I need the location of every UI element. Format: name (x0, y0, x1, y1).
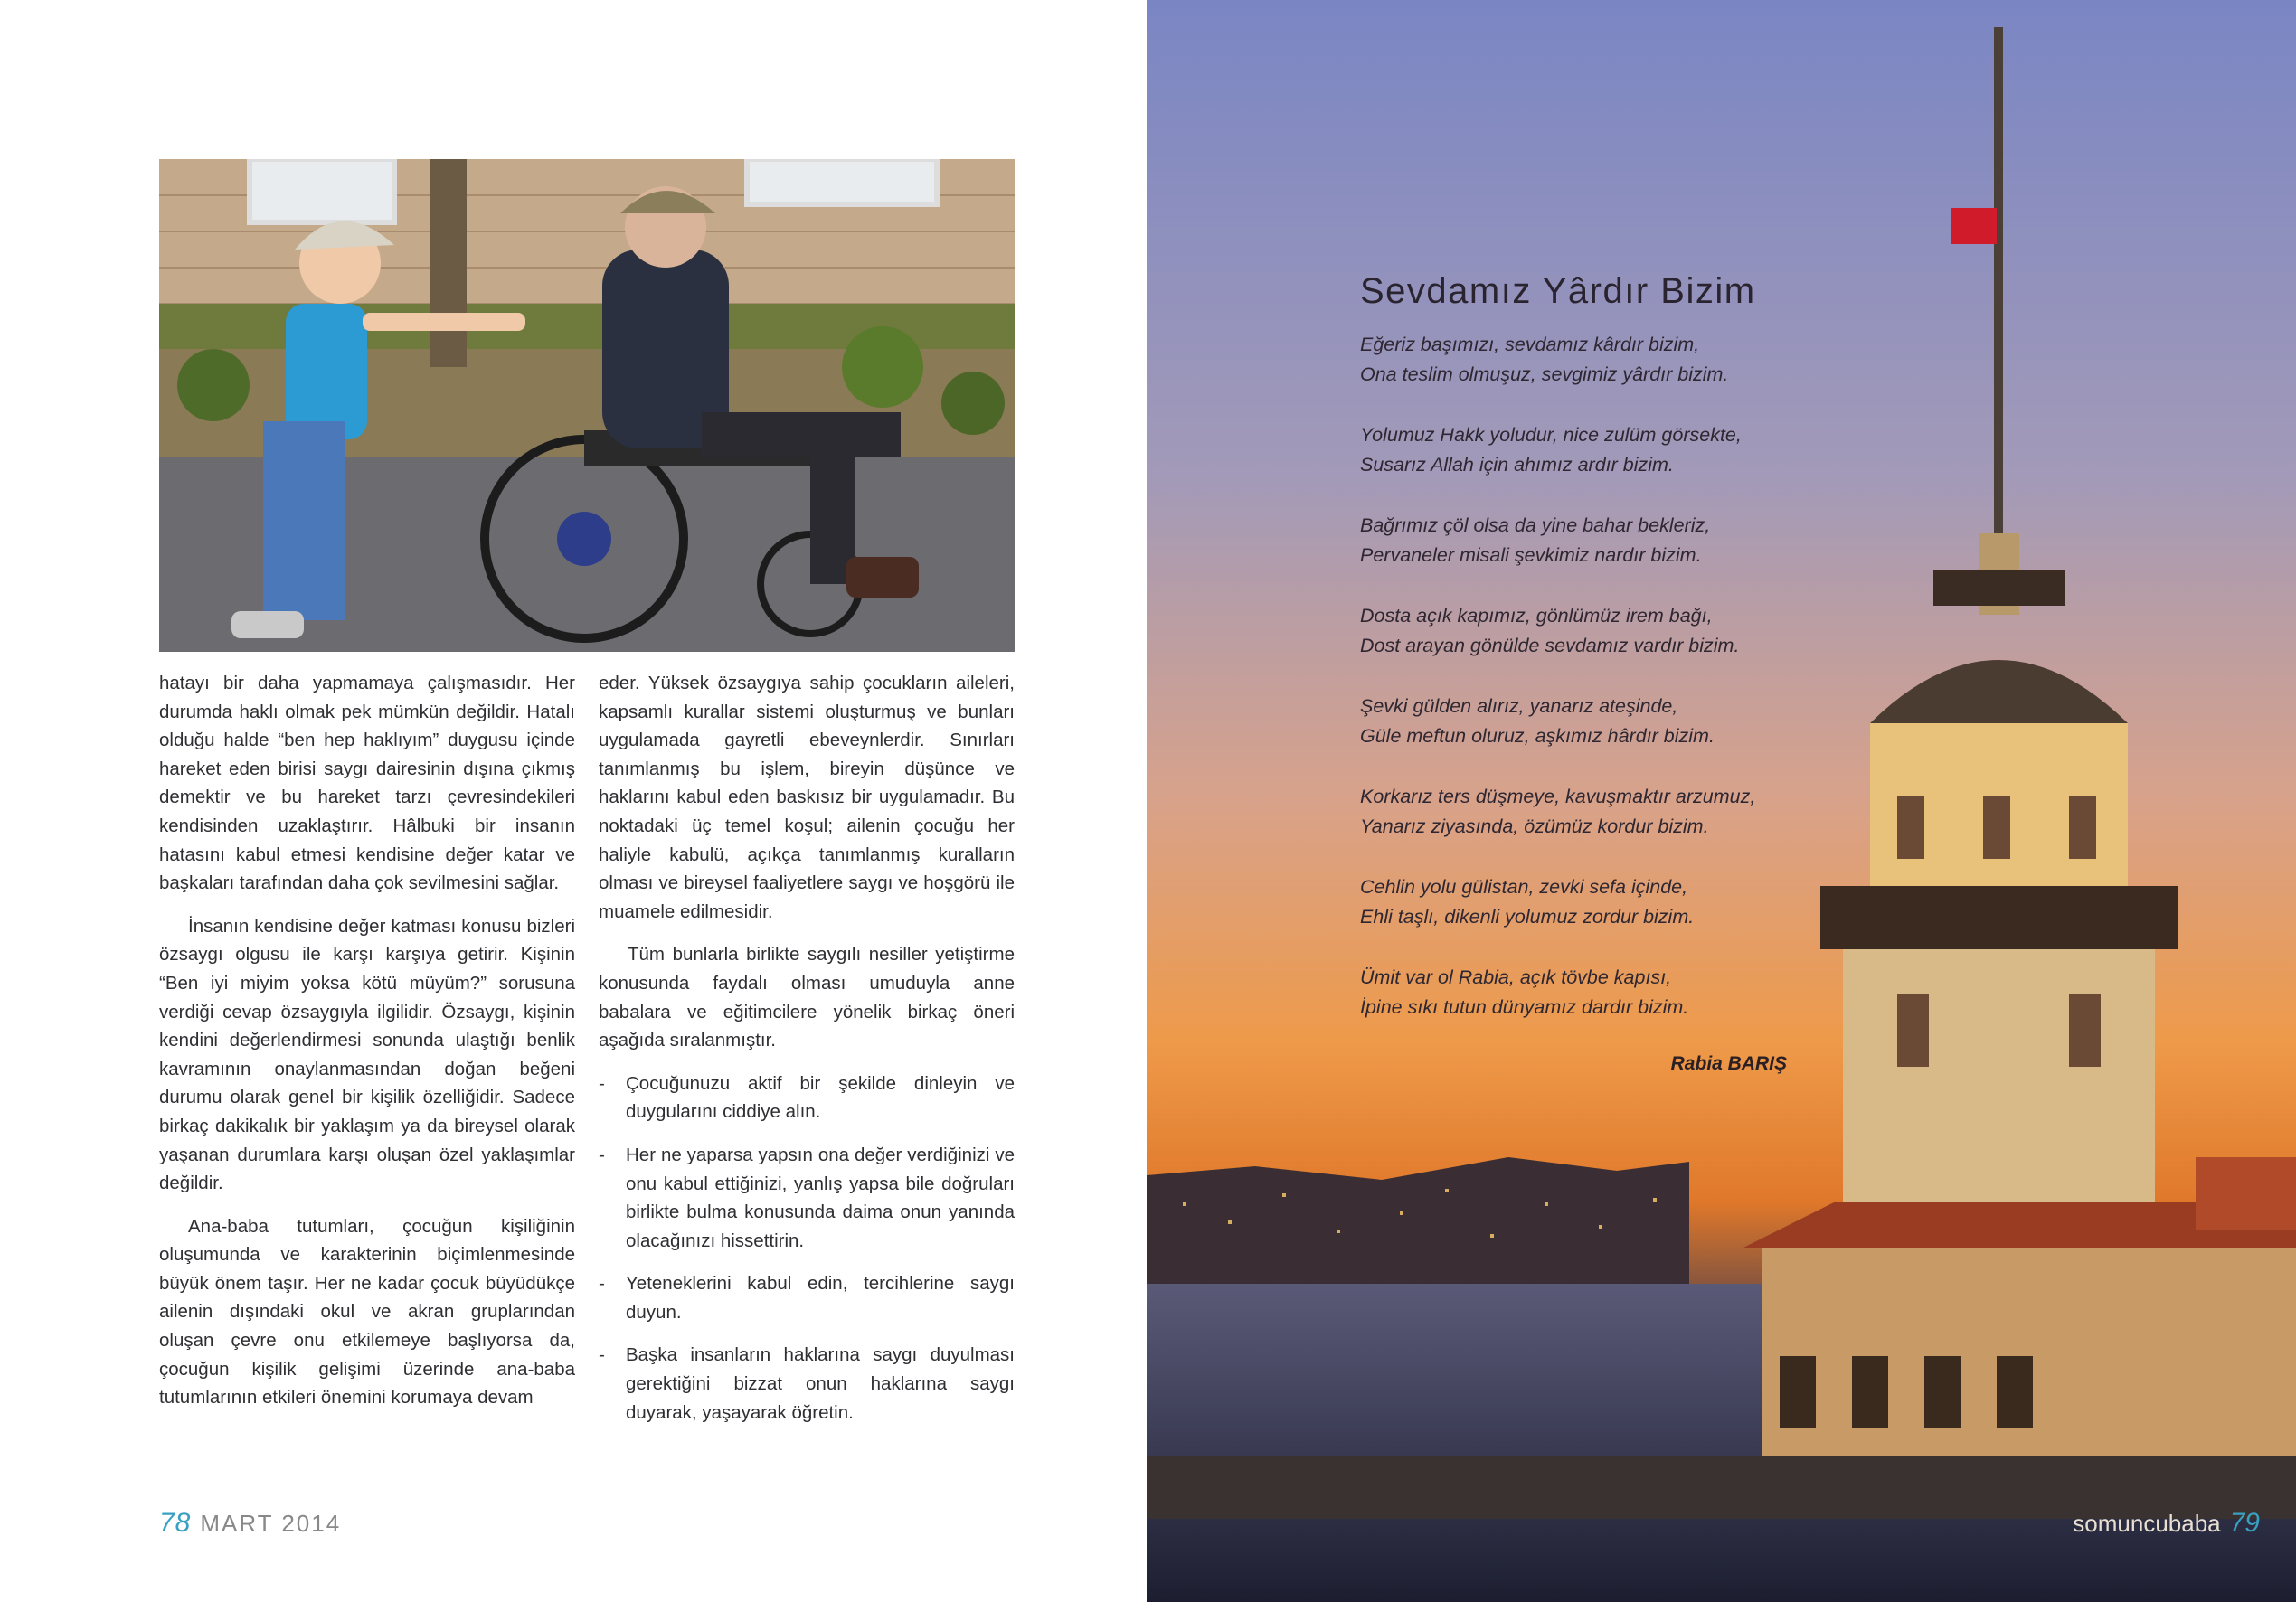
poem-line: Pervaneler misali şevkimiz nardır bizim. (1360, 544, 1702, 566)
poem-line: Cehlin yolu gülistan, zevki sefa içinde, (1360, 876, 1688, 898)
list-item: - Çocuğunuzu aktif bir şekilde dinleyin ve duygularını ciddiye alın. (599, 1070, 1015, 1126)
paragraph: Ana-baba tutumları, çocuğun kişiliğinin oluşumunda ve karakterinin biçimlenmesinde büyük önem taşır. Her ne kadar çocuk büyüdükçe ailenin dışındaki okul ve akran gruplarından oluşan çevre onu etkilemeye başlıyorsa da, çocuğun kişilik gelişimi üzerinde ana-baba tutumlarının etkileri önemini korumaya devam (159, 1215, 575, 1409)
paragraph: eder. Yüksek özsaygıya sahip çocukların aileleri, kapsamlı kurallar sistemi oluşturmuş ve bunları uygulamada gayretli ebeveynlerdir. Sınırları tanımlanmış bu işlem, bireyin düşünce ve haklarını kabul eden baskısız bir uygulamadır. Bu noktadaki üç temel koşul; ailenin çocuğu her haliyle kabulü, açıkça tanımlanmış kuralların olması ve bireysel faaliyetlere saygı ve hoşgörü ile muamele edilmesidir. (599, 673, 1015, 922)
poem-line: Ümit var ol Rabia, açık tövbe kapısı, (1360, 966, 1672, 988)
poem (1360, 271, 1866, 1075)
issue-month: MART 2014 (200, 1510, 342, 1537)
poem-line: Yolumuz Hakk yoludur, nice zulüm görsekte, (1360, 424, 1742, 446)
poem-line: Eğeriz başımızı, sevdamız kârdır bizim, (1360, 334, 1700, 355)
stanza (1360, 420, 1866, 480)
poem-line: Korkarız ters düşmeye, kavuşmaktır arzumuz, (1360, 786, 1756, 807)
poem-line: İpine sıkı tutun dünyamız dardır bizim. (1360, 996, 1689, 1018)
stanza (1360, 692, 1866, 751)
stanza (1360, 963, 1866, 1022)
poem-line: Susarız Allah için ahımız ardır bizim. (1360, 454, 1674, 476)
poem-line: Ehli taşlı, dikenli yolumuz zordur bizim. (1360, 906, 1695, 928)
text-column-1 (159, 669, 575, 1427)
page-folio-right (2073, 1508, 2260, 1539)
paragraph: İnsanın kendisine değer katması konusu bizleri özsaygı olgusu ile karşı karşıya getirir. Kişinin “Ben iyi miyim yoksa kötü müyüm?” sorusuna verdiği cevap özsaygıyla ilgilidir. Özsaygı, kişinin kendini değerlendirmesi sonunda ulaştığı benlik kavramının onaylanmasından doğan beğeni durumu olarak genel bir kişilik özelliğidir. Sadece birkaç dakikalık bir yaklaşım ya da bireysel olarak yaşanan durumlara karşı oluşan özel yaklaşımlar değildir. (159, 915, 575, 1194)
poem-title: Sevdamız Yârdır Bizim (1360, 271, 1756, 311)
advice-list (599, 1070, 1015, 1428)
page-folio-left (159, 1508, 341, 1539)
poem-line: Yanarız ziyasında, özümüz kordur bizim. (1360, 815, 1709, 837)
poem-line: Şevki gülden alırız, yanarız ateşinde, (1360, 695, 1678, 717)
stanza (1360, 511, 1866, 570)
poem-author: Rabia BARIŞ (1670, 1053, 1787, 1074)
stanza (1360, 601, 1866, 661)
page-number: 78 (159, 1508, 192, 1538)
page-number: 79 (2229, 1508, 2260, 1538)
poem-line: Dost arayan gönülde sevdamız vardır bizim. (1360, 635, 1740, 656)
list-item: - Yeteneklerini kabul edin, tercihlerine saygı duyun. (599, 1269, 1015, 1326)
poem-line: Dosta açık kapımız, gönlümüz irem bağı, (1360, 605, 1713, 627)
stanza (1360, 330, 1866, 390)
stanza (1360, 782, 1866, 842)
poem-line: Güle meftun oluruz, aşkımız hârdır bizim. (1360, 725, 1715, 747)
photo-boy-pushing-wheelchair (159, 159, 1015, 652)
magazine-name: somuncubaba (2073, 1510, 2221, 1537)
poem-line: Ona teslim olmuşuz, sevgimiz yârdır bizim. (1360, 363, 1729, 385)
list-item: - Başka insanların haklarına saygı duyulması gerektiğini bizzat onun haklarına saygı duyarak, yaşayarak öğretin. (599, 1341, 1015, 1427)
stanza (1360, 872, 1866, 932)
text-column-2 (599, 669, 1015, 1441)
paragraph: hatayı bir daha yapmamaya çalışmasıdır. Her durumda haklı olmak pek mümkün değildir. Hatalı olduğu halde “ben hep haklıyım” duygusu içinde hareket eden birisi saygı dairesinin dışına çıkmış demektir ve bu hareket tarzı çevresindekileri kendisinden uzaklaştırır. Hâlbuki bir insanın hatasını kabul etmesi kendisine değer katar ve başkaları tarafından daha çok sevilmesini sağlar. (159, 673, 575, 894)
list-item: - Her ne yaparsa yapsın ona değer verdiğinizi ve onu kabul ettiğinizi, yanlış yapsa bile doğruları birlikte bulma konusunda daima onun yanında olacağınızı hissettirin. (599, 1141, 1015, 1255)
photo-illustration (159, 159, 1015, 652)
paragraph: Tüm bunlarla birlikte saygılı nesiller yetiştirme konusunda faydalı olması umuduyla anne babalara ve eğitimcilere yönelik birkaç öneri aşağıda sıralanmıştır. (599, 944, 1015, 1051)
left-page (0, 0, 1147, 1602)
poem-line: Bağrımız çöl olsa da yine bahar bekleriz, (1360, 514, 1711, 536)
